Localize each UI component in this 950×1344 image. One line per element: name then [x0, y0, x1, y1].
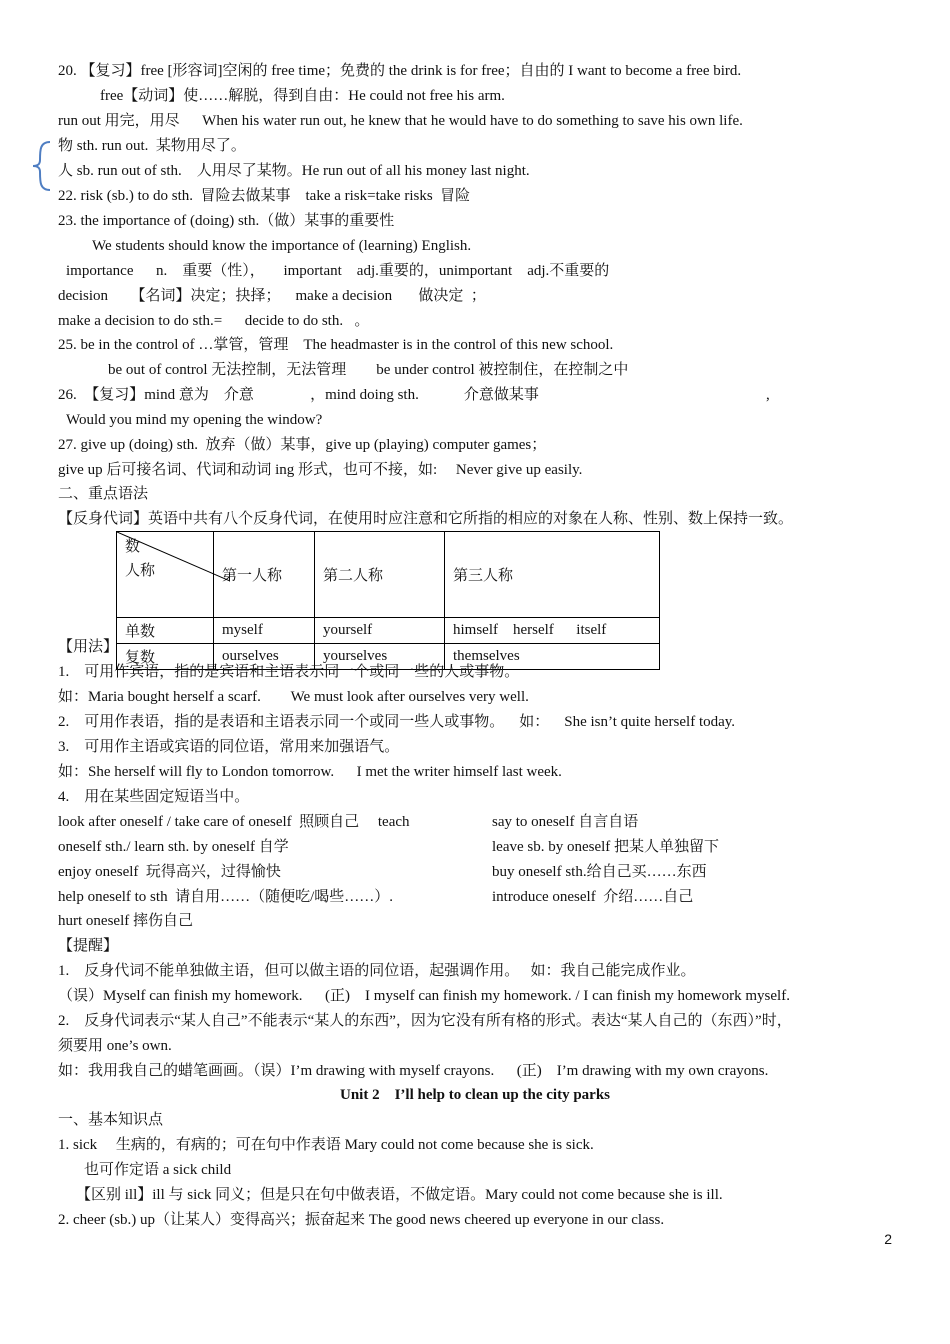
phrase-teach-oneself: oneself sth./ learn sth. by oneself 自学 [58, 839, 289, 855]
reminder-2-example: 如：我用我自己的蜡笔画画。（误）I’m drawing with myself crayons. (正) I’m drawing with my own crayons. [58, 1063, 769, 1079]
usage-2: 2. 可用作表语，指的是表语和主语表示同一个或同一些人或事物。 如： She isn’t quite herself today. [58, 714, 736, 730]
item-1-sick-attributive: 也可作定语 a sick child [84, 1162, 232, 1178]
item-1-sick: 1. sick 生病的，有病的；可在句中作表语 Mary could not come because she is sick. [58, 1137, 594, 1153]
unit-title: Unit 2 I’ll help to clean up the city parks [339, 1087, 610, 1103]
item-sth-run-out: 物 sth. run out. 某物用尽了。 [58, 138, 246, 154]
brace-icon [30, 140, 54, 192]
usage-3: 3. 可用作主语或宾语的同位语，常用来加强语气。 [58, 739, 400, 755]
item-1-ill-distinction: 【区别 ill】ill 与 sick 同义；但是只在句中做表语，不做定语。Mary could not come because she is ill. [76, 1187, 723, 1203]
item-decision-equivalent: make a decision to do sth.= decide to do sth. 。 [58, 313, 370, 329]
reminder-heading: 【提醒】 [58, 938, 119, 954]
item-2-cheer-up: 2. cheer (sb.) up（让某人）变得高兴；振奋起来 The good news cheered up everyone in our class. [58, 1212, 665, 1228]
item-20-free-verb: free【动词】使……解脱，得到自由：He could not free his arm. [100, 88, 505, 104]
reminder-2: 2. 反身代词表示“某人自己”不能表示“某人的东西”，因为它没有所有格的形式。表达“某人自己的（东西）”时， [58, 1013, 792, 1029]
phrase-look-after: look after oneself / take care of oneself 照顾自己 teach [58, 814, 410, 830]
usage-3-example: 如：She herself will fly to London tomorrow. I met the writer himself last week. [58, 764, 562, 780]
item-26-mind: 26. 【复习】mind 意为 介意 ，mind doing sth. 介意做某事 [58, 387, 539, 403]
header-first-person: 第一人称 [214, 532, 315, 618]
section-heading-basics: 一、基本知识点 [58, 1112, 164, 1128]
usage-1-example: 如：Maria bought herself a scarf. We must look after ourselves very well. [58, 689, 529, 705]
reminder-2-cont: 须要用 one’s own. [58, 1038, 172, 1054]
row-label-plural: 复数 [117, 644, 214, 670]
item-25-out-of-control: be out of control 无法控制，无法管理 be under control 被控制住，在控制之中 [108, 362, 629, 378]
usage-heading: 【用法】 [58, 639, 119, 655]
cell-myself: myself [214, 618, 315, 644]
phrase-leave-sb: leave sb. by oneself 把某人单独留下 [492, 839, 720, 855]
phrase-hurt-oneself: hurt oneself 摔伤自己 [58, 913, 193, 929]
page-number: 2 [884, 1231, 892, 1247]
table-corner-cell [117, 532, 214, 618]
reflexive-intro: 【反身代词】英语中共有八个反身代词，在使用时应注意和它所指的相应的对象在人称、性别、数上保持一致。 [58, 511, 794, 527]
phrase-help-oneself: help oneself to sth 请自用……（随便吃/喝些……）. [58, 889, 393, 905]
item-27-note: give up 后可接名词、代词和动词 ing 形式，也可不接，如: Never give up easily. [58, 462, 583, 478]
item-run-out-of: 人 sb. run out of sth. 人用尽了某物。He run out of all his money last night. [58, 163, 530, 179]
item-23-example: We students should know the importance of (learning) English. [92, 238, 472, 254]
item-22-risk: 22. risk (sb.) to do sth. 冒险去做某事 take a risk=take risks 冒险 [58, 188, 471, 204]
item-26-example: Would you mind my opening the window? [66, 412, 323, 428]
cell-themselves: themselves [445, 644, 660, 670]
table-row [117, 618, 660, 644]
cell-ourselves: ourselves [214, 644, 315, 670]
header-third-person: 第三人称 [445, 532, 660, 618]
cell-third-singular: himself herself itself [445, 618, 660, 644]
cell-yourselves: yourselves [315, 644, 445, 670]
item-20-free-adjective: 20. 【复习】free [形容词]空闲的 free time；免费的 the drink is for free；自由的 I want to become a free bird. [58, 63, 742, 79]
corner-label-person: 人称 [125, 563, 156, 579]
item-run-out: run out 用完，用尽 When his water run out, he knew that he would have to do something to save his own life. [58, 113, 743, 129]
phrase-buy-oneself: buy oneself sth.给自己买……东西 [492, 864, 707, 880]
corner-label-number: 数 [125, 539, 141, 555]
item-decision: decision 【名词】决定；抉择； make a decision 做决定 ； [58, 288, 486, 304]
reminder-1: 1. 反身代词不能单独做主语，但可以做主语的同位语，起强调作用。 如：我自己能完成作业。 [58, 963, 696, 979]
phrase-enjoy-oneself: enjoy oneself 玩得高兴，过得愉快 [58, 864, 281, 880]
item-importance-words: importance n. 重要（性）， important adj.重要的，unimportant adj.不重要的 [66, 263, 610, 279]
cell-yourself: yourself [315, 618, 445, 644]
reflexive-pronoun-table [116, 531, 660, 670]
header-second-person: 第二人称 [315, 532, 445, 618]
usage-4: 4. 用在某些固定短语当中。 [58, 789, 250, 805]
reminder-1-example: （误）Myself can finish my homework. (正) I myself can finish my homework. / I can finish my homework myself. [58, 988, 790, 1004]
item-27-give-up: 27. give up (doing) sth. 放弃（做）某事，give up (playing) computer games； [58, 437, 547, 453]
item-26-comma: , [766, 387, 770, 403]
section-heading-grammar: 二、重点语法 [58, 486, 149, 502]
row-label-singular: 单数 [117, 618, 214, 644]
item-23-importance: 23. the importance of (doing) sth.（做）某事的重要性 [58, 213, 395, 229]
usage-1: 1. 可用作宾语，指的是宾语和主语表示同一个或同一些的人或事物。 [58, 664, 520, 680]
phrase-say-to-oneself: say to oneself 自言自语 [492, 814, 639, 830]
phrase-introduce-oneself: introduce oneself 介绍……自己 [492, 889, 694, 905]
item-25-control: 25. be in the control of …掌管，管理 The headmaster is in the control of this new school. [58, 337, 614, 353]
